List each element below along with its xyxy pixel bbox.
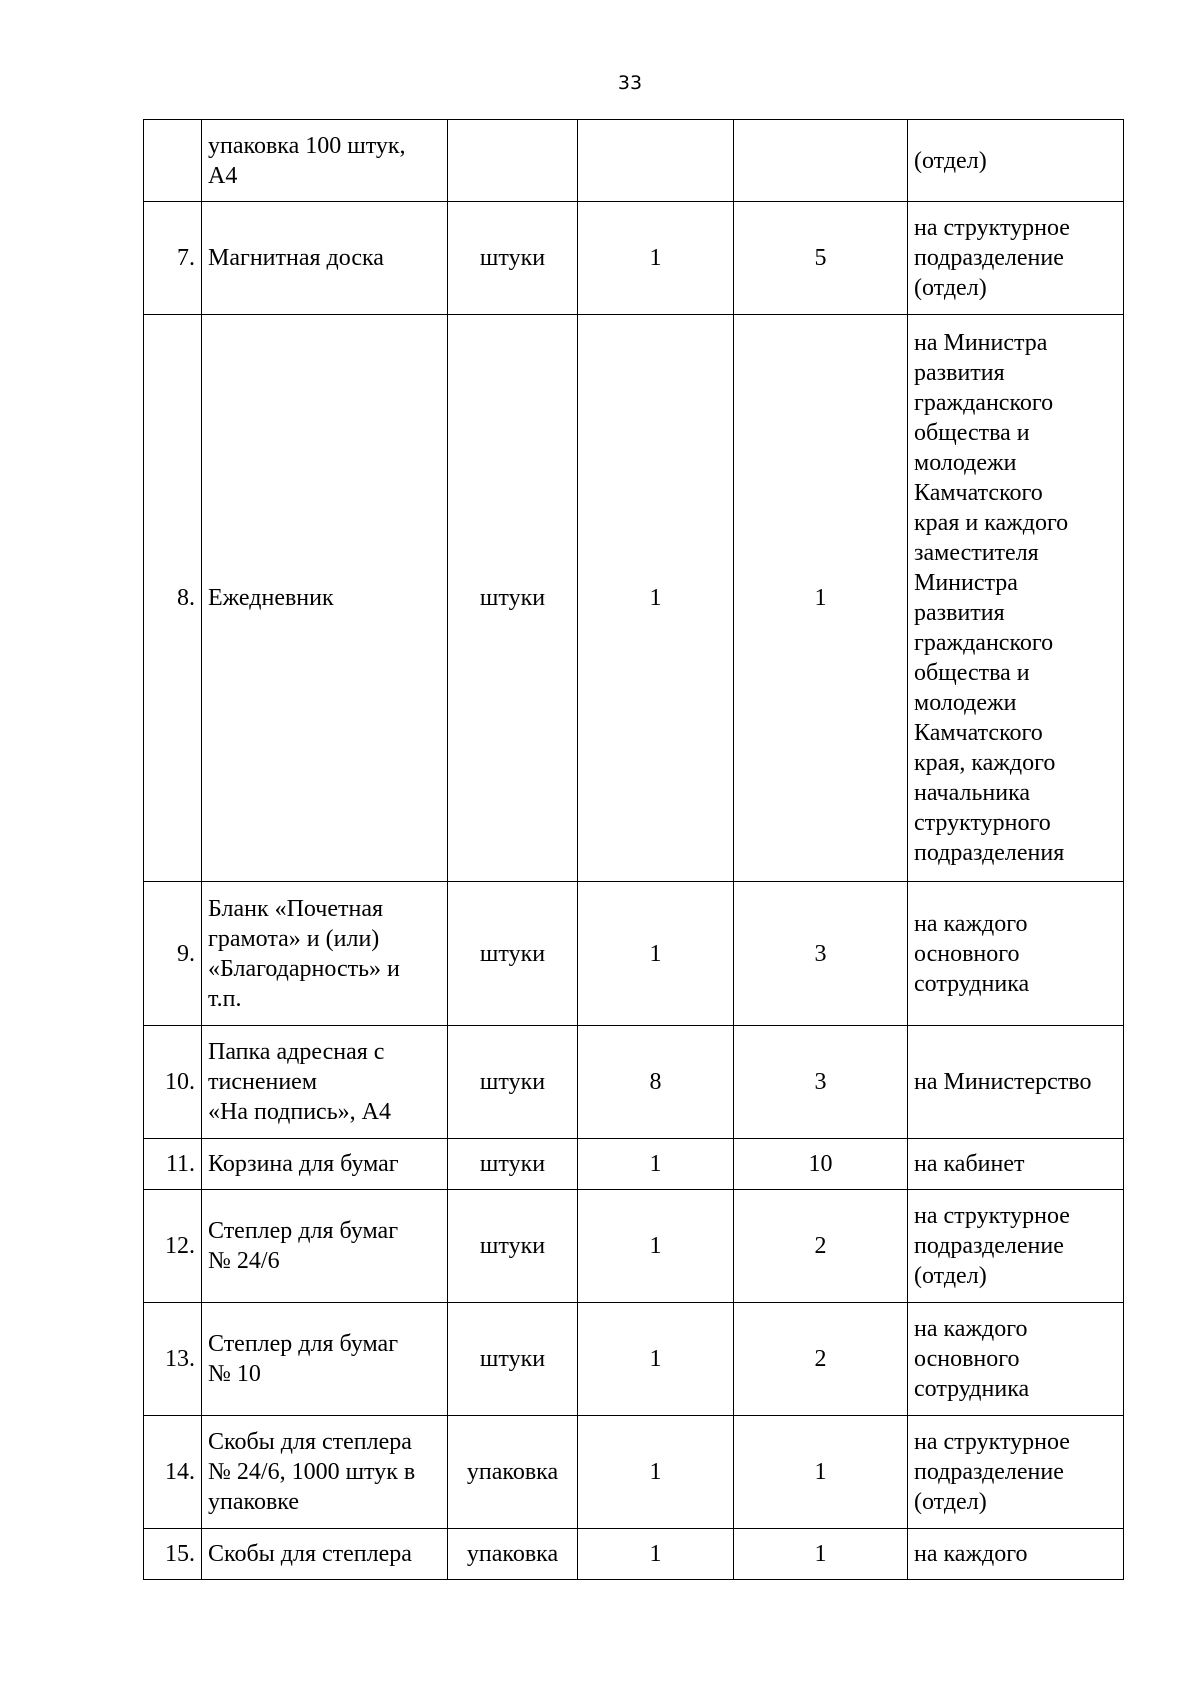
item-name: Ежедневник [202, 315, 448, 882]
item-name: упаковка 100 штук, А4 [202, 120, 448, 202]
item-note: на структурное подразделение (отдел) [908, 1190, 1124, 1303]
item-count: 1 [734, 1529, 908, 1580]
item-unit: штуки [448, 882, 578, 1026]
item-note: на Министра развития гражданского общества и молодежи Камчатского края и каждого заместителя Министра развития гражданского общества и молодежи Камчатского края, каждого начальника структурного подразделения [908, 315, 1124, 882]
item-unit [448, 120, 578, 202]
row-number: 14. [144, 1416, 202, 1529]
item-count: 5 [734, 202, 908, 315]
item-quantity: 1 [578, 882, 734, 1026]
row-number [144, 120, 202, 202]
item-name: Бланк «Почетная грамота» и (или) «Благодарность» и т.п. [202, 882, 448, 1026]
item-note: на каждого основного сотрудника [908, 1303, 1124, 1416]
row-number: 9. [144, 882, 202, 1026]
item-count: 1 [734, 1416, 908, 1529]
item-name: Скобы для степлера № 24/6, 1000 штук в упаковке [202, 1416, 448, 1529]
table-row [144, 1416, 1124, 1529]
table-row [144, 1190, 1124, 1303]
item-note: на структурное подразделение (отдел) [908, 1416, 1124, 1529]
item-note: на Министерство [908, 1026, 1124, 1139]
item-note: на кабинет [908, 1139, 1124, 1190]
supplies-table [143, 119, 1124, 1580]
item-note: на каждого основного сотрудника [908, 882, 1124, 1026]
item-unit: упаковка [448, 1529, 578, 1580]
row-number: 12. [144, 1190, 202, 1303]
table-row [144, 1303, 1124, 1416]
row-number: 8. [144, 315, 202, 882]
item-quantity: 8 [578, 1026, 734, 1139]
item-unit: штуки [448, 1303, 578, 1416]
item-note: на структурное подразделение (отдел) [908, 202, 1124, 315]
item-count [734, 120, 908, 202]
item-unit: штуки [448, 1190, 578, 1303]
item-name: Папка адресная с тиснением «На подпись», А4 [202, 1026, 448, 1139]
row-number: 11. [144, 1139, 202, 1190]
table-row [144, 120, 1124, 202]
table-row [144, 882, 1124, 1026]
row-number: 13. [144, 1303, 202, 1416]
item-quantity: 1 [578, 1303, 734, 1416]
item-quantity [578, 120, 734, 202]
item-unit: штуки [448, 1026, 578, 1139]
table-row [144, 1529, 1124, 1580]
item-quantity: 1 [578, 315, 734, 882]
table-row [144, 1139, 1124, 1190]
item-count: 1 [734, 315, 908, 882]
item-quantity: 1 [578, 1139, 734, 1190]
item-quantity: 1 [578, 1416, 734, 1529]
item-count: 3 [734, 882, 908, 1026]
item-unit: упаковка [448, 1416, 578, 1529]
row-number: 7. [144, 202, 202, 315]
item-note: на каждого [908, 1529, 1124, 1580]
item-unit: штуки [448, 202, 578, 315]
item-count: 2 [734, 1190, 908, 1303]
item-quantity: 1 [578, 1529, 734, 1580]
item-name: Магнитная доска [202, 202, 448, 315]
item-quantity: 1 [578, 202, 734, 315]
item-note: (отдел) [908, 120, 1124, 202]
table-row [144, 1026, 1124, 1139]
item-name: Степлер для бумаг № 10 [202, 1303, 448, 1416]
item-count: 2 [734, 1303, 908, 1416]
item-name: Степлер для бумаг № 24/6 [202, 1190, 448, 1303]
item-name: Корзина для бумаг [202, 1139, 448, 1190]
table-row [144, 315, 1124, 882]
row-number: 10. [144, 1026, 202, 1139]
item-quantity: 1 [578, 1190, 734, 1303]
item-unit: штуки [448, 315, 578, 882]
page-number: 33 [617, 72, 643, 94]
item-count: 10 [734, 1139, 908, 1190]
table-row [144, 202, 1124, 315]
item-count: 3 [734, 1026, 908, 1139]
row-number: 15. [144, 1529, 202, 1580]
item-name: Скобы для степлера [202, 1529, 448, 1580]
item-unit: штуки [448, 1139, 578, 1190]
